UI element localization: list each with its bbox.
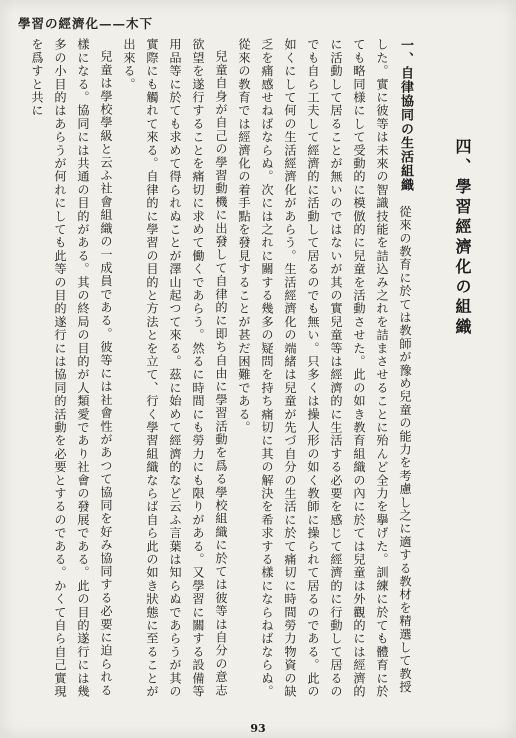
paragraph-3: 兒童は學校學級と云ふ社會組織の一成員である。彼等には社會性があつて協同を好み協同する必要に迫られる樣になる。協同には共通の目的がある。其の終局の目的が人類愛であり社會の發展である。此の目的遂行には幾多の小目的はあらうが何れにしても此等の目的遂行には協同的活動を必要とするのである。かくて自ら自己實現を爲すと共に xyxy=(30,38,113,698)
paragraph-1-text: 從來の教育に於ては教師が豫め兒童の能力を考慮し之に適する教材を精選して教授した。實に彼等は未來の智識技能を詰込み之れを詰まさせることに殆んど全力を擧げた。訓練に於ても體育に於ても略同様にして受動的に模倣的に兒童を活動させた。此の如き教育組織の內に於ては兒童は外觀的には經濟的に活動して居ることが無いのではないが其の實兒童等は經濟的に生活する必要を感じて經濟的に行動して居るのでも自ら工夫して經濟的に活動して居るのでも無い。只多くは操人形の如く教師に操られて居るのである。此の如くにして何の生活經濟化があらう。生活經濟化の端緒は兒童が先づ自分の生活に於て痛切に時間勞力物資の缺乏を痛感せねばならぬ。次には之れに關する幾多の疑問を持ち痛切に其の解決を希求する樣にならねばならぬ。從來の教育では經濟化の着手點を發見することが甚だ困難である。 xyxy=(237,38,412,698)
chapter-title: 四、學習經濟化の組織 xyxy=(453,138,472,338)
page-number: 93 xyxy=(250,722,266,735)
vertical-text-body xyxy=(30,38,474,698)
paragraph-2: 兒童自身が自己の學習動機に出發して自律的に即ち自由に學習活動を爲る學校組織に於ては彼等は自分の意志欲望を遂行することを痛切に求めて働くであらう。然るに時間にも勞力にも限りがある。又學習に關する設備等用品等に於ても求めて得られぬことが澤山起つて來る。茲に始めて經濟的など云ふ言葉は知らぬであらうが其の實際にも觸れて來る。自律的に學習の目的と方法とを立て、行く學習組織ならば自ら此の如き狀態に至ることが出來る。 xyxy=(122,38,228,698)
paragraph-1 xyxy=(232,38,417,698)
running-head: 學習の經濟化——木下 xyxy=(18,16,154,31)
section-title: 一、自律協同の生活組織 xyxy=(398,38,413,192)
